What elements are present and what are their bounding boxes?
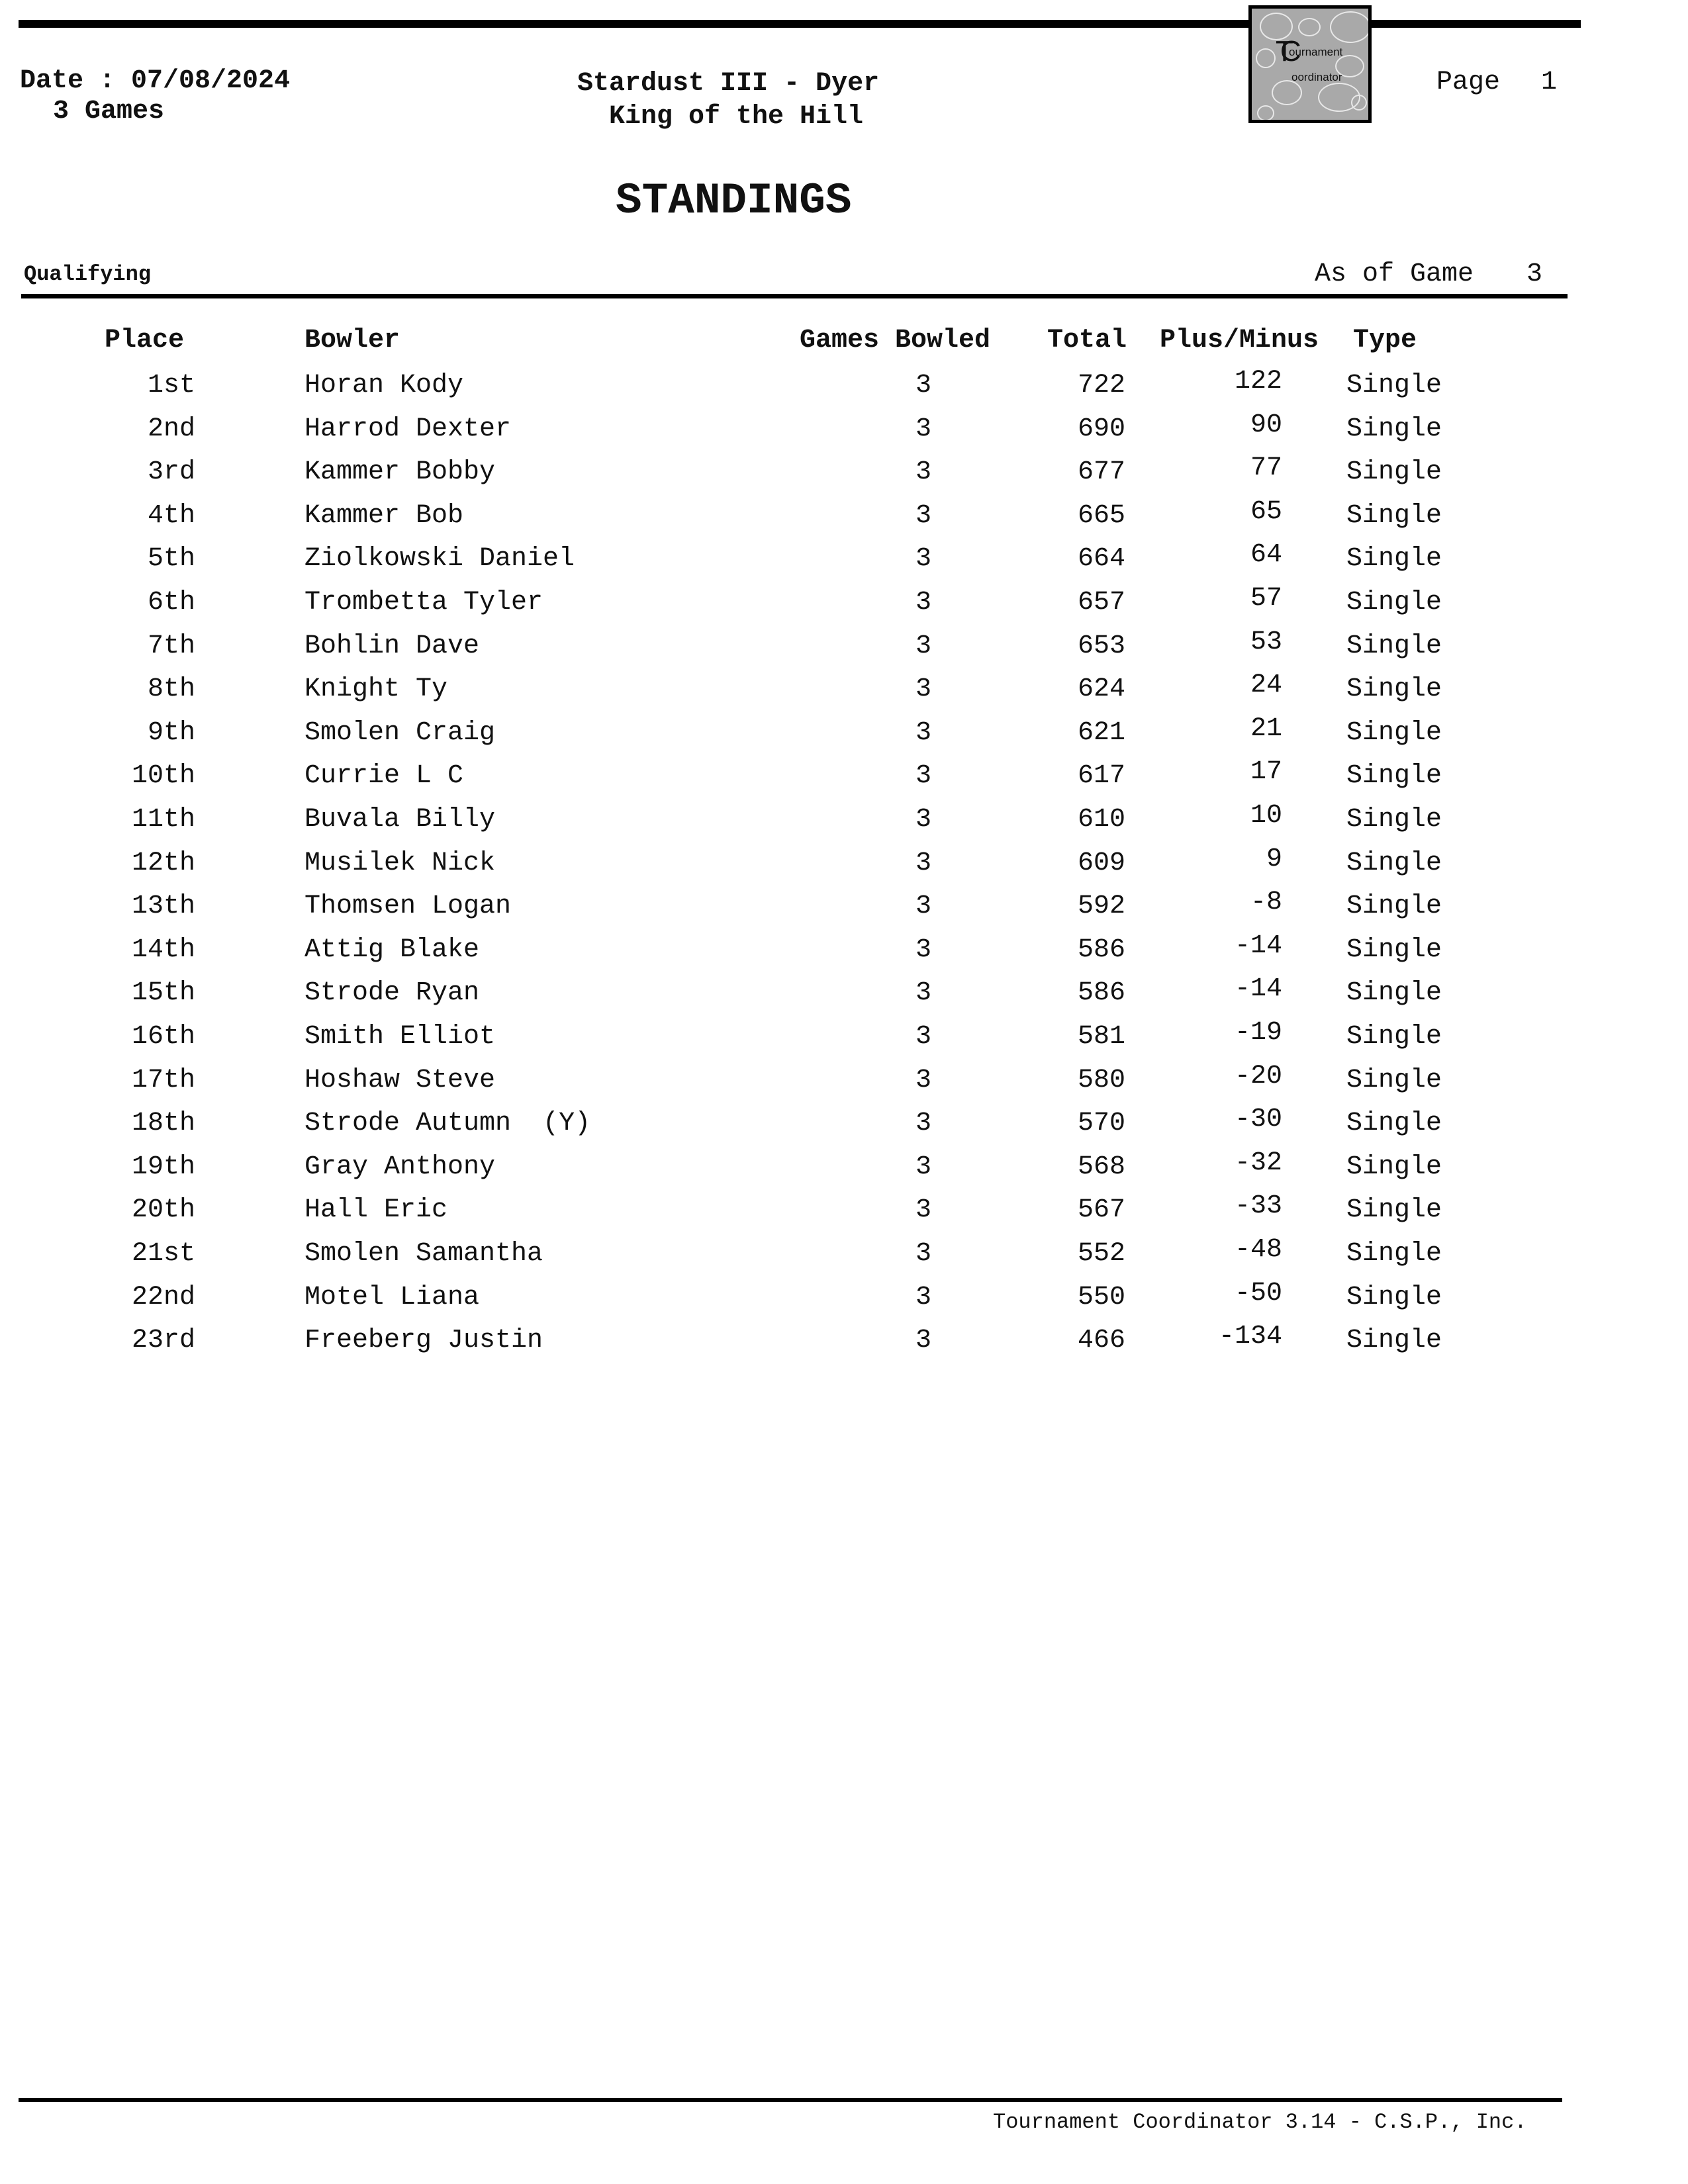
table-row — [0, 1148, 1688, 1196]
bowler-cell: Hoshaw Steve — [305, 1065, 496, 1095]
bowler-cell: Freeberg Justin — [305, 1326, 543, 1356]
column-header-games-bowled: Games Bowled — [800, 326, 991, 355]
plus-minus-cell: -19 — [1234, 1018, 1282, 1048]
plus-minus-cell: 24 — [1250, 670, 1282, 701]
games-bowled-cell: 3 — [915, 414, 931, 444]
games-bowled-cell: 3 — [915, 544, 931, 574]
section-rule — [21, 294, 1568, 298]
games-bowled-cell: 3 — [915, 1022, 931, 1052]
bowler-cell: Harrod Dexter — [305, 414, 512, 444]
games-bowled-cell: 3 — [915, 1282, 931, 1312]
logo-letters: TC — [1276, 35, 1288, 68]
bowler-cell: Smith Elliot — [305, 1022, 496, 1052]
place-cell: 8th — [147, 674, 195, 705]
type-cell: Single — [1346, 891, 1442, 922]
plus-minus-cell: -33 — [1234, 1191, 1282, 1222]
table-row — [0, 584, 1688, 631]
type-cell: Single — [1346, 457, 1442, 488]
games-bowled-cell: 3 — [915, 1152, 931, 1182]
table-row — [0, 974, 1688, 1022]
plus-minus-cell: 77 — [1250, 453, 1282, 484]
place-cell: 22nd — [131, 1282, 195, 1312]
total-cell: 653 — [1077, 631, 1125, 661]
place-cell: 2nd — [147, 414, 195, 444]
plus-minus-cell: 10 — [1250, 801, 1282, 831]
bowler-cell: Musilek Nick — [305, 848, 496, 878]
type-cell: Single — [1346, 1152, 1442, 1182]
table-row — [0, 887, 1688, 935]
type-cell: Single — [1346, 500, 1442, 531]
place-cell: 15th — [131, 978, 195, 1009]
total-cell: 665 — [1077, 500, 1125, 531]
total-cell: 609 — [1077, 848, 1125, 878]
place-cell: 20th — [131, 1195, 195, 1226]
table-row — [0, 1061, 1688, 1109]
page-label: Page — [1436, 68, 1501, 97]
place-cell: 14th — [131, 934, 195, 965]
table-row — [0, 1018, 1688, 1066]
table-row — [0, 1322, 1688, 1369]
type-cell: Single — [1346, 1065, 1442, 1095]
games-bowled-cell: 3 — [915, 1326, 931, 1356]
place-cell: 10th — [131, 761, 195, 792]
bowler-cell: Knight Ty — [305, 674, 448, 705]
games-bowled-cell: 3 — [915, 891, 931, 922]
games-bowled-cell: 3 — [915, 1239, 931, 1269]
total-cell: 581 — [1077, 1022, 1125, 1052]
place-cell: 12th — [131, 848, 195, 878]
table-row — [0, 367, 1688, 414]
type-cell: Single — [1346, 805, 1442, 835]
bowler-cell: Trombetta Tyler — [305, 588, 543, 617]
type-cell: Single — [1346, 674, 1442, 705]
column-header-plus-minus: Plus/Minus — [1160, 326, 1319, 355]
place-cell: 11th — [131, 805, 195, 835]
type-cell: Single — [1346, 544, 1442, 574]
type-cell: Single — [1346, 1326, 1442, 1356]
place-cell: 7th — [147, 631, 195, 661]
type-cell: Single — [1346, 848, 1442, 878]
plus-minus-cell: -20 — [1234, 1061, 1282, 1091]
games-bowled-cell: 3 — [915, 588, 931, 617]
place-cell: 6th — [147, 588, 195, 617]
total-cell: 610 — [1077, 805, 1125, 835]
column-header-total: Total — [1047, 326, 1127, 355]
plus-minus-cell: 90 — [1250, 410, 1282, 440]
type-cell: Single — [1346, 1239, 1442, 1269]
games-bowled-cell: 3 — [915, 978, 931, 1009]
total-cell: 586 — [1077, 978, 1125, 1009]
table-row — [0, 713, 1688, 762]
total-cell: 552 — [1077, 1239, 1125, 1269]
bowler-cell: Thomsen Logan — [305, 891, 512, 922]
total-cell: 568 — [1077, 1152, 1125, 1182]
place-cell: 4th — [147, 500, 195, 531]
plus-minus-cell: 64 — [1250, 540, 1282, 570]
bowler-cell: Buvala Billy — [305, 805, 496, 835]
table-row — [0, 627, 1688, 675]
plus-minus-cell: 122 — [1234, 367, 1282, 396]
plus-minus-cell: 17 — [1250, 757, 1282, 788]
as-of-game: 3 — [1526, 259, 1543, 289]
type-cell: Single — [1346, 1109, 1442, 1139]
type-cell: Single — [1346, 978, 1442, 1009]
tournament-coordinator-logo — [1248, 5, 1372, 123]
type-cell: Single — [1346, 371, 1442, 400]
table-row — [0, 844, 1688, 892]
type-cell: Single — [1346, 631, 1442, 661]
table-row — [0, 540, 1688, 588]
total-cell: 722 — [1077, 371, 1125, 400]
as-of-label: As of Game — [1315, 259, 1474, 289]
bowler-cell: Gray Anthony — [305, 1152, 496, 1182]
place-cell: 18th — [131, 1109, 195, 1139]
table-row — [0, 410, 1688, 458]
tournament-name: Stardust III - Dyer — [577, 69, 880, 99]
games-bowled-cell: 3 — [915, 1109, 931, 1139]
games-bowled-cell: 3 — [915, 805, 931, 835]
games-bowled-cell: 3 — [915, 457, 931, 488]
type-cell: Single — [1346, 1022, 1442, 1052]
type-cell: Single — [1346, 934, 1442, 965]
section-name: Qualifying — [24, 262, 152, 287]
total-cell: 677 — [1077, 457, 1125, 488]
place-cell: 21st — [131, 1239, 195, 1269]
total-cell: 664 — [1077, 544, 1125, 574]
total-cell: 586 — [1077, 934, 1125, 965]
table-row — [0, 1105, 1688, 1152]
footer-text: Tournament Coordinator 3.14 - C.S.P., Inc. — [993, 2110, 1527, 2134]
table-row — [0, 1235, 1688, 1283]
plus-minus-cell: -14 — [1234, 931, 1282, 961]
bowler-cell: Horan Kody — [305, 371, 464, 400]
bowler-cell: Kammer Bobby — [305, 457, 496, 488]
games-bowled-cell: 3 — [915, 631, 931, 661]
total-cell: 617 — [1077, 761, 1125, 792]
table-row — [0, 801, 1688, 848]
plus-minus-cell: 57 — [1250, 584, 1282, 614]
plus-minus-cell: -32 — [1234, 1148, 1282, 1178]
plus-minus-cell: -30 — [1234, 1105, 1282, 1135]
table-row — [0, 496, 1688, 545]
column-header-bowler: Bowler — [305, 326, 400, 355]
bowler-cell: Hall Eric — [305, 1195, 448, 1226]
total-cell: 567 — [1077, 1195, 1125, 1226]
games-bowled-cell: 3 — [915, 1065, 931, 1095]
report-date: Date : 07/08/2024 — [20, 66, 291, 96]
table-row — [0, 1191, 1688, 1239]
place-cell: 1st — [147, 371, 195, 400]
total-cell: 466 — [1077, 1326, 1125, 1356]
plus-minus-cell: 21 — [1250, 713, 1282, 744]
column-header-row — [0, 326, 1688, 369]
table-row — [0, 453, 1688, 501]
bowler-cell: Kammer Bob — [305, 500, 464, 531]
games-bowled-cell: 3 — [915, 761, 931, 792]
plus-minus-cell: 9 — [1266, 844, 1282, 874]
place-cell: 5th — [147, 544, 195, 574]
games-bowled-cell: 3 — [915, 1195, 931, 1226]
total-cell: 621 — [1077, 717, 1125, 748]
total-cell: 580 — [1077, 1065, 1125, 1095]
plus-minus-cell: -134 — [1218, 1322, 1282, 1352]
type-cell: Single — [1346, 761, 1442, 792]
logo-text-line1: ournament — [1289, 46, 1343, 58]
type-cell: Single — [1346, 717, 1442, 748]
games-bowled-cell: 3 — [915, 934, 931, 965]
plus-minus-cell: -50 — [1234, 1278, 1282, 1308]
bowler-cell: Strode Ryan — [305, 978, 480, 1009]
bowler-cell: Strode Autumn (Y) — [305, 1109, 591, 1139]
bowler-cell: Ziolkowski Daniel — [305, 544, 575, 574]
total-cell: 570 — [1077, 1109, 1125, 1139]
place-cell: 16th — [131, 1022, 195, 1052]
column-header-type: Type — [1353, 326, 1417, 355]
place-cell: 3rd — [147, 457, 195, 488]
bowler-cell: Motel Liana — [305, 1282, 480, 1312]
plus-minus-cell: -14 — [1234, 974, 1282, 1005]
plus-minus-cell: -8 — [1250, 887, 1282, 918]
plus-minus-cell: -48 — [1234, 1235, 1282, 1265]
plus-minus-cell: 53 — [1250, 627, 1282, 657]
total-cell: 657 — [1077, 588, 1125, 617]
games-bowled-cell: 3 — [915, 717, 931, 748]
logo-text-line2: oordinator — [1291, 71, 1342, 83]
footer-rule — [19, 2098, 1562, 2102]
column-header-place: Place — [105, 326, 185, 355]
table-row — [0, 670, 1688, 718]
place-cell: 19th — [131, 1152, 195, 1182]
report-title: STANDINGS — [616, 176, 852, 226]
table-row — [0, 1278, 1688, 1326]
type-cell: Single — [1346, 1195, 1442, 1226]
bowler-cell: Smolen Craig — [305, 717, 496, 748]
total-cell: 624 — [1077, 674, 1125, 705]
place-cell: 9th — [147, 717, 195, 748]
place-cell: 23rd — [131, 1326, 195, 1356]
games-bowled-cell: 3 — [915, 848, 931, 878]
place-cell: 13th — [131, 891, 195, 922]
total-cell: 690 — [1077, 414, 1125, 444]
place-cell: 17th — [131, 1065, 195, 1095]
bowler-cell: Bohlin Dave — [305, 631, 480, 661]
type-cell: Single — [1346, 414, 1442, 444]
page-number: 1 — [1541, 68, 1558, 97]
games-bowled-cell: 3 — [915, 674, 931, 705]
bowler-cell: Smolen Samantha — [305, 1239, 543, 1269]
games-count: 3 Games — [53, 97, 165, 126]
games-bowled-cell: 3 — [915, 371, 931, 400]
total-cell: 592 — [1077, 891, 1125, 922]
games-bowled-cell: 3 — [915, 500, 931, 531]
event-name: King of the Hill — [609, 102, 864, 132]
bowler-cell: Currie L C — [305, 761, 464, 792]
table-row — [0, 757, 1688, 805]
table-row — [0, 931, 1688, 979]
plus-minus-cell: 65 — [1250, 496, 1282, 527]
bowler-cell: Attig Blake — [305, 934, 480, 965]
type-cell: Single — [1346, 1282, 1442, 1312]
type-cell: Single — [1346, 588, 1442, 617]
total-cell: 550 — [1077, 1282, 1125, 1312]
